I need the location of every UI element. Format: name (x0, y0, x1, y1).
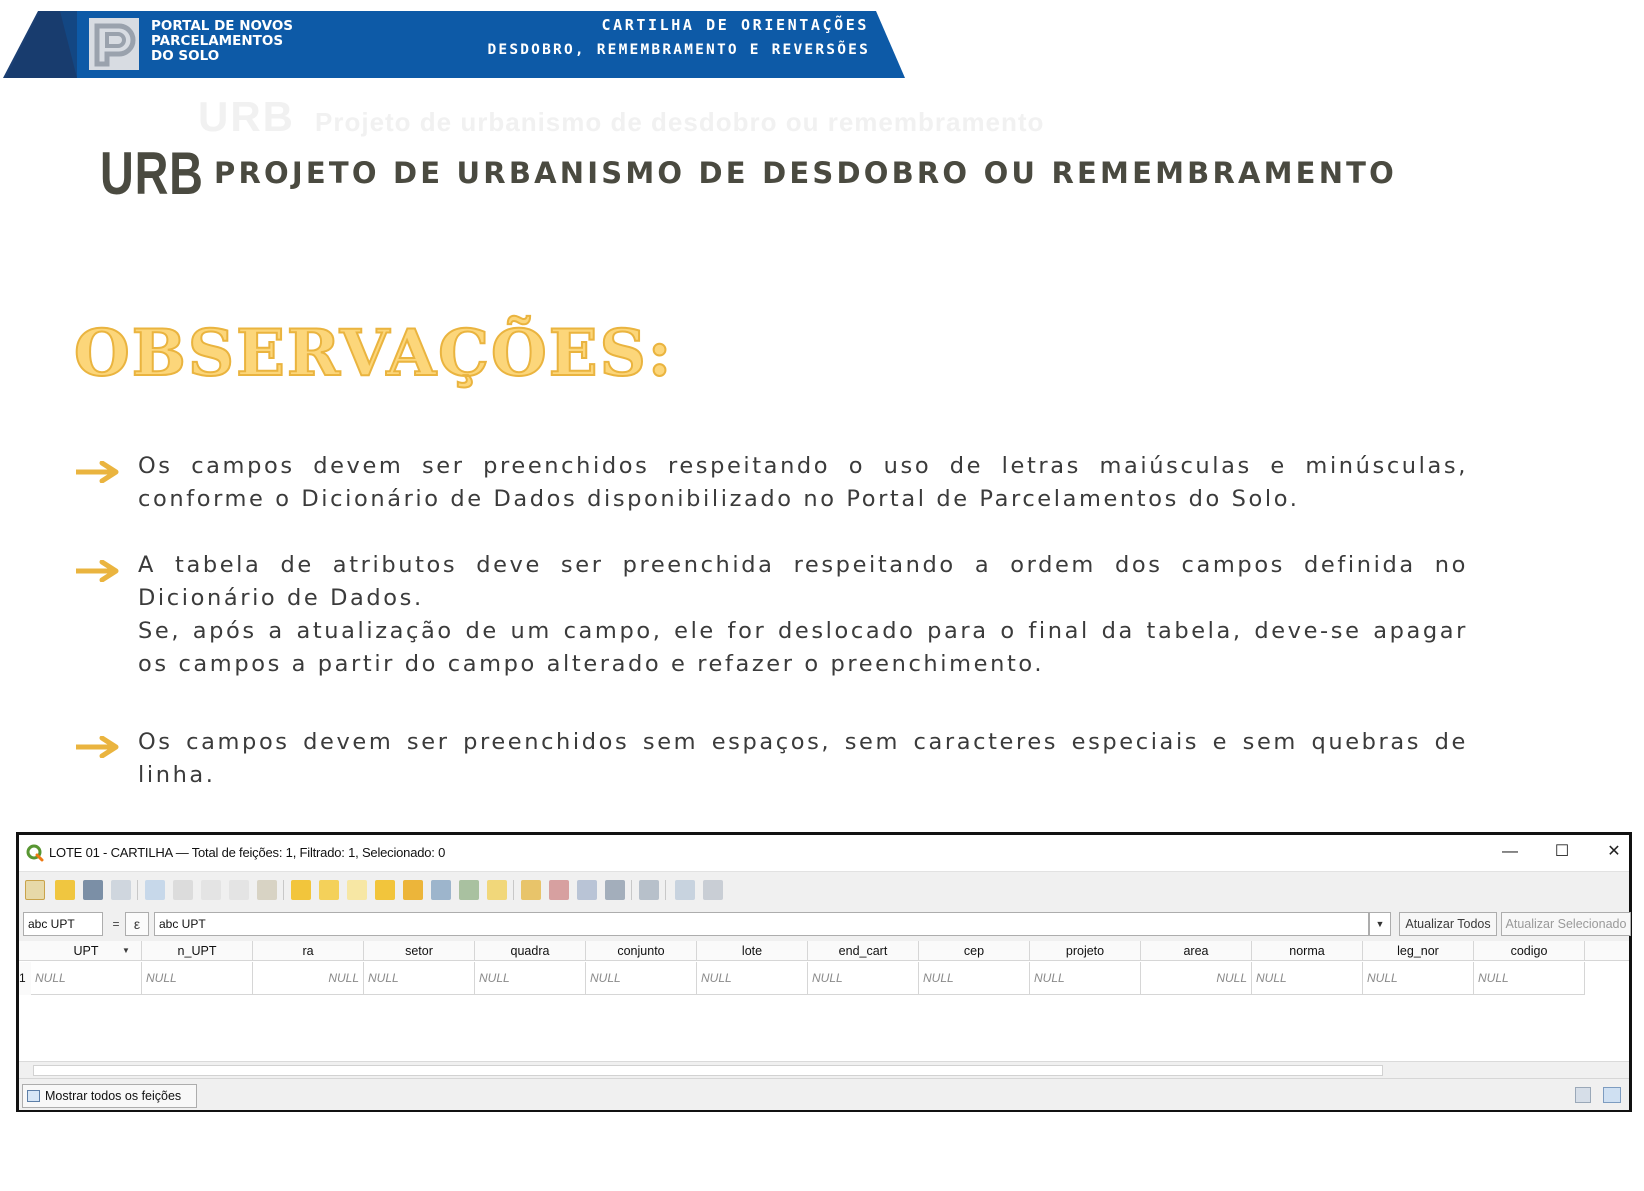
maximize-button[interactable]: ☐ (1554, 843, 1570, 860)
deselect-icon[interactable] (375, 880, 395, 900)
table-cell-ra[interactable]: NULL (253, 962, 364, 995)
toolbar-separator (513, 880, 514, 900)
portal-name-line1: PORTAL DE NOVOS (151, 18, 294, 34)
section-title: PROJETO DE URBANISMO DE DESDOBRO OU REMEMBRAMENTO (214, 156, 1398, 190)
column-header-codigo[interactable]: codigo (1474, 941, 1585, 961)
arrow-right-icon (76, 736, 122, 758)
column-header-lote[interactable]: lote (697, 941, 808, 961)
add-feature-icon[interactable] (145, 880, 165, 900)
paste-icon[interactable] (257, 880, 277, 900)
portal-name-line2: PARCELAMENTOS (151, 33, 284, 49)
form-view-icon[interactable] (1575, 1087, 1591, 1103)
column-header-ra[interactable]: ra (253, 941, 364, 961)
status-bar (19, 1078, 1629, 1110)
toggle-edit-icon[interactable] (25, 880, 45, 900)
delete-feature-icon[interactable] (173, 880, 193, 900)
horizontal-scrollbar[interactable] (19, 1061, 1629, 1078)
observacoes-heading: OBSERVAÇÕES: (74, 316, 674, 391)
section-code: URB (100, 140, 204, 207)
row-number[interactable]: 1 (19, 962, 31, 995)
column-header-quadra[interactable]: quadra (475, 941, 586, 961)
arrow-right-icon (76, 461, 122, 483)
multi-edit-icon[interactable] (55, 880, 75, 900)
sort-indicator-icon[interactable]: ▼ (122, 946, 130, 955)
table-cell-norma[interactable]: NULL (1252, 962, 1363, 995)
observation-text: A tabela de atributos deve ser preenchida respeitando a ordem dos campos definida no Dicionário de Dados. (138, 552, 1468, 611)
expression-builder-button[interactable]: ε (125, 912, 149, 936)
toolbar-separator (665, 880, 666, 900)
copy-icon[interactable] (229, 880, 249, 900)
column-header-conjunto[interactable]: conjunto (586, 941, 697, 961)
close-button[interactable]: ✕ (1607, 843, 1621, 860)
observation-text: Os campos devem ser preenchidos sem espaços, sem caracteres especiais e sem quebras de linha. (138, 729, 1468, 788)
scrollbar-thumb[interactable] (33, 1065, 1383, 1076)
observation-text-continued: Se, após a atualização de um campo, ele for deslocado para o final da tabela, deve-se apagar os campos a partir do campo alterado e refazer o preenchimento. (138, 618, 1468, 677)
chevron-down-icon[interactable]: ▼ (1369, 912, 1391, 936)
table-cell-end_cart[interactable]: NULL (808, 962, 919, 995)
update-all-button[interactable]: Atualizar Todos (1399, 912, 1497, 936)
portal-logo-icon (89, 18, 139, 70)
show-all-features-button[interactable] (22, 1084, 197, 1108)
observation-item-1 (138, 450, 1468, 516)
observation-text: Os campos devem ser preenchidos respeitando o uso de letras maiúsculas e minúsculas, conforme o Dicionário de Dados disponibilizado no Portal de Parcelamentos do Solo. (138, 453, 1468, 512)
ghost-heading (198, 93, 1044, 141)
arrow-right-icon (76, 560, 122, 582)
table-cell-lote[interactable]: NULL (697, 962, 808, 995)
equals-label: = (112, 917, 120, 931)
table-row[interactable] (19, 962, 1629, 995)
reload-icon[interactable] (111, 880, 131, 900)
cartilha-title-line1: CARTILHA DE ORIENTAÇÕES (601, 16, 869, 34)
table-cell-cep[interactable]: NULL (919, 962, 1030, 995)
table-view-icon (27, 1090, 40, 1102)
table-view-toggle-icon[interactable] (1603, 1087, 1621, 1103)
column-header-end_cart[interactable]: end_cart (808, 941, 919, 961)
portal-name (151, 19, 293, 64)
dock-table-icon[interactable] (703, 880, 723, 900)
table-cell-upt[interactable]: NULL (31, 962, 142, 995)
toolbar-separator (631, 880, 632, 900)
column-header-n_upt[interactable]: n_UPT (142, 941, 253, 961)
pan-to-selection-icon[interactable] (459, 880, 479, 900)
column-header-setor[interactable]: setor (364, 941, 475, 961)
toolbar-separator (137, 880, 138, 900)
conditional-format-icon[interactable] (639, 880, 659, 900)
column-header-area[interactable]: area (1141, 941, 1252, 961)
select-by-expression-icon[interactable] (291, 880, 311, 900)
save-edits-icon[interactable] (83, 880, 103, 900)
show-all-label: Mostrar todos os feições (45, 1089, 182, 1103)
table-cell-quadra[interactable]: NULL (475, 962, 586, 995)
table-cell-area[interactable]: NULL (1141, 962, 1252, 995)
table-cell-leg_nor[interactable]: NULL (1363, 962, 1474, 995)
ghost-title: Projeto de urbanismo de desdobro ou remembramento (315, 107, 1045, 137)
field-calculator-icon[interactable] (605, 880, 625, 900)
attribute-table-window (16, 832, 1632, 1112)
toolbar (19, 871, 1629, 907)
ghost-code: URB (198, 93, 295, 140)
move-selection-top-icon[interactable] (431, 880, 451, 900)
column-header-norma[interactable]: norma (1252, 941, 1363, 961)
zoom-to-selection-icon[interactable] (487, 880, 507, 900)
delete-field-icon[interactable] (549, 880, 569, 900)
column-header-leg_nor[interactable]: leg_nor (1363, 941, 1474, 961)
table-cell-conjunto[interactable]: NULL (586, 962, 697, 995)
column-header-cep[interactable]: cep (919, 941, 1030, 961)
new-field-icon[interactable] (521, 880, 541, 900)
qgis-logo-icon (26, 844, 44, 862)
window-titlebar (19, 835, 1629, 871)
field-select[interactable]: abc UPT (23, 912, 103, 936)
cut-icon[interactable] (201, 880, 221, 900)
observation-item-3 (138, 726, 1468, 792)
column-header-upt[interactable]: UPT (31, 941, 142, 961)
toolbar-separator (283, 880, 284, 900)
expression-input[interactable]: abc UPT (154, 912, 1369, 936)
column-header-projeto[interactable]: projeto (1030, 941, 1141, 961)
table-cell-n_upt[interactable]: NULL (142, 962, 253, 995)
select-all-icon[interactable] (319, 880, 339, 900)
organize-columns-icon[interactable] (577, 880, 597, 900)
window-title: LOTE 01 - CARTILHA — Total de feições: 1, Filtrado: 1, Selecionado: 0 (49, 845, 446, 860)
actions-icon[interactable] (675, 880, 695, 900)
table-cell-setor[interactable]: NULL (364, 962, 475, 995)
header-banner (0, 0, 910, 80)
minimize-button[interactable]: — (1502, 843, 1518, 860)
update-selected-button[interactable]: Atualizar Selecionado (1501, 912, 1631, 936)
portal-name-line3: DO SOLO (151, 48, 220, 64)
observation-item-2 (138, 549, 1468, 681)
table-cell-projeto[interactable]: NULL (1030, 962, 1141, 995)
table-header (19, 941, 1629, 961)
cartilha-title (470, 16, 870, 58)
cartilha-title-line2: DESDOBRO, REMEMBRAMENTO E REVERSÕES (487, 42, 870, 58)
attribute-table (19, 941, 1629, 1061)
table-cell-codigo[interactable]: NULL (1474, 962, 1585, 995)
field-update-bar (19, 907, 1629, 941)
invert-selection-icon[interactable] (347, 880, 367, 900)
filter-icon[interactable] (403, 880, 423, 900)
